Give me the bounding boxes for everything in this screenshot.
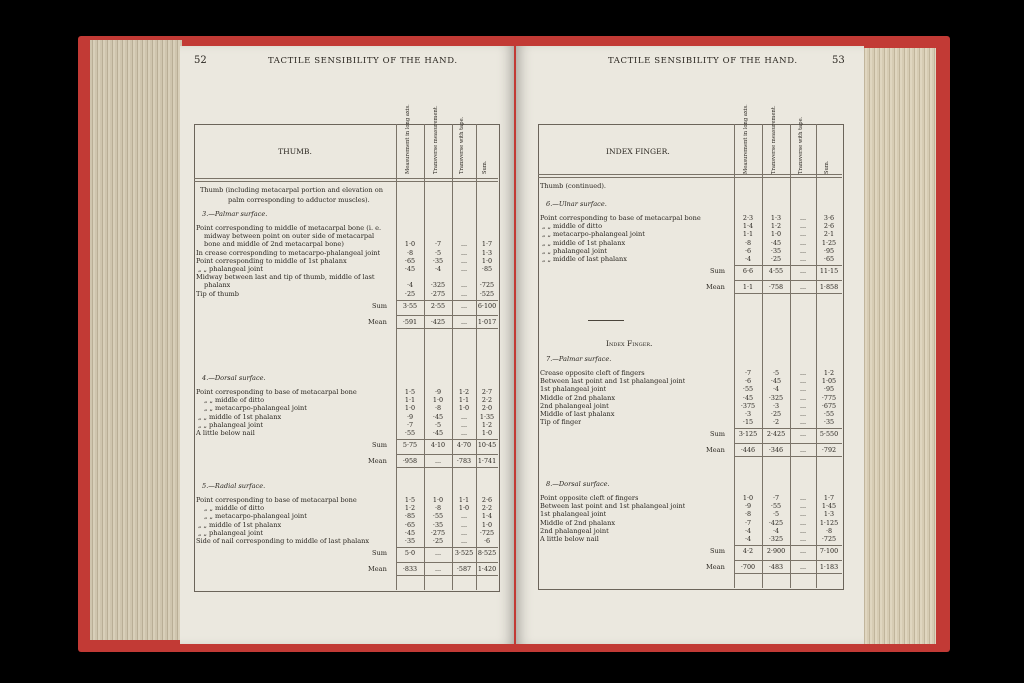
left-mean-value: 1·741 [477, 457, 497, 466]
right-row-label: „ „ middle of last phalanx [542, 255, 628, 263]
left-section-title: 4.—Dorsal surface. [202, 374, 266, 382]
left-cell-value: ·525 [479, 289, 495, 298]
left-mean-value: 1·017 [477, 317, 497, 326]
left-row-label: phalanx [204, 281, 231, 290]
left-intro-line-2: palm corresponding to adductor muscles). [228, 196, 370, 204]
left-cell-value: ·7 [406, 420, 414, 429]
right-cell-value: ·3 [772, 401, 780, 410]
left-mean-value: ·425 [430, 317, 446, 326]
left-cell-value: 1·5 [404, 496, 416, 504]
right-cell-value: ·6 [744, 246, 752, 255]
left-mean-value: ... [434, 565, 442, 574]
left-col-header-2: Transverse with tape. [459, 116, 465, 174]
right-running-head: TACTILE SENSIBILITY OF THE HAND. [608, 56, 798, 66]
left-mean-label: Mean [368, 457, 387, 466]
left-row-label: Point corresponding to middle of 1st phalanx [196, 256, 347, 265]
left-cell-value: ·35 [432, 256, 444, 265]
left-cell-value: 1·0 [458, 404, 470, 413]
left-mean-value: ·958 [402, 457, 418, 466]
left-mean-value: ·587 [456, 565, 472, 574]
right-mean-rule [734, 280, 842, 281]
left-cell-value: ·325 [430, 281, 446, 290]
left-row-label: „ „ phalangeal joint [198, 420, 263, 429]
right-cell-value: ... [799, 393, 807, 402]
right-cell-value: 3·6 [823, 214, 835, 222]
right-cell-value: ·8 [825, 526, 833, 535]
left-row-label: „ „ metacarpo-phalangeal joint [204, 512, 307, 521]
left-row-label: Midway between last and tip of thumb, middle of last [196, 273, 375, 282]
left-cell-value: ·45 [404, 528, 416, 537]
left-sum-rule [396, 300, 498, 301]
right-cell-value: ·45 [770, 238, 782, 247]
right-cell-value: ... [799, 369, 807, 377]
right-cell-value: ·55 [770, 502, 782, 511]
left-mean-value: ·833 [402, 565, 418, 574]
right-row-label: Point opposite cleft of fingers [540, 494, 639, 502]
right-cell-value: ... [799, 518, 807, 527]
left-cell-value: ·45 [404, 265, 416, 273]
left-sum-value: 6·100 [477, 301, 497, 310]
right-cell-value: ... [799, 418, 807, 427]
right-cell-value: ... [799, 214, 807, 222]
left-mean-value: 1·420 [477, 565, 497, 574]
right-mean-rule [734, 443, 842, 444]
right-section-title: 8.—Dorsal surface. [546, 480, 610, 488]
right-cell-value: ·2 [772, 418, 780, 427]
right-cell-value: 1·125 [819, 518, 839, 527]
left-cell-value: 2·6 [481, 496, 493, 504]
right-sum-label: Sum [710, 547, 726, 556]
right-cell-value: ·3 [744, 410, 752, 418]
right-cell-value: ... [799, 494, 807, 502]
right-cell-value: 2·3 [742, 214, 754, 222]
right-sum-value: ... [799, 547, 807, 556]
right-row-label: Tip of finger [540, 418, 582, 427]
right-cell-value: 1·4 [742, 222, 754, 231]
right-row-label: Middle of 2nd phalanx [540, 393, 616, 402]
right-mean-value: ... [799, 283, 807, 292]
left-cell-value: ·7 [434, 240, 442, 249]
left-col-header-1: Transverse measurement. [433, 105, 439, 174]
left-cell-value: ·55 [432, 512, 444, 521]
left-cell-value: ... [460, 412, 468, 421]
left-cell-value: ·4 [434, 265, 442, 273]
right-mean-value: 1·1 [742, 283, 754, 292]
left-sum-rule [396, 439, 498, 440]
left-section-title: 5.—Radial surface. [202, 482, 266, 490]
left-cell-value: ... [460, 429, 468, 437]
left-cell-value: ... [460, 512, 468, 521]
left-sum-value: 3·55 [402, 301, 418, 310]
left-row-label: „ „ phalangeal joint [198, 528, 263, 537]
left-row-label: „ „ phalangeal joint [198, 265, 263, 273]
right-cell-value: ·25 [770, 255, 782, 263]
left-row-label: midway between point on outer side of metacarpal [204, 232, 375, 241]
right-cell-value: ·775 [821, 393, 837, 402]
right-row-label: „ „ metacarpo-phalangeal joint [542, 230, 645, 239]
left-cell-value: ·65 [404, 256, 416, 265]
right-cell-value: ·5 [772, 510, 780, 519]
right-cell-value: ·8 [744, 238, 752, 247]
left-cell-value: ... [460, 528, 468, 537]
right-cell-value: ·4 [744, 535, 752, 543]
left-row-label: Point corresponding to base of metacarpal bone [196, 388, 357, 396]
left-cell-value: 2·7 [481, 388, 493, 396]
left-cell-value: ·275 [430, 289, 446, 298]
left-cell-value: 1·1 [404, 396, 416, 405]
left-sum-value: 3·525 [454, 549, 474, 558]
right-cell-value: ·675 [821, 401, 837, 410]
left-col-header-0: Measurement in long axis. [405, 104, 411, 174]
left-cell-value: ·65 [404, 520, 416, 529]
right-cell-value: ·45 [742, 393, 754, 402]
left-section-end-rule [396, 575, 498, 576]
right-row-label: 2nd phalangeal joint [540, 526, 609, 535]
right-mean-label: Mean [706, 283, 725, 292]
right-mean-value: 1·183 [819, 563, 839, 572]
left-cell-value: 1·0 [481, 429, 493, 437]
left-col-header-3: Sum. [482, 160, 488, 174]
left-section-end-rule [396, 467, 498, 468]
right-cell-value: ·375 [740, 401, 756, 410]
right-cell-value: ·4 [772, 526, 780, 535]
right-cell-value: ·7 [744, 369, 752, 377]
right-sum-value: 7·100 [819, 547, 839, 556]
right-row-label: 2nd phalangeal joint [540, 401, 609, 410]
right-row-label: „ „ middle of ditto [542, 222, 603, 231]
right-cell-value: ... [799, 238, 807, 247]
right-column-heading: INDEX FINGER. [606, 147, 670, 156]
right-mean-value: ·346 [768, 446, 784, 455]
right-cell-value: 1·3 [823, 510, 835, 519]
right-cell-value: 1·2 [770, 222, 782, 231]
right-section-end-rule [734, 293, 842, 294]
left-cell-value: 1·4 [481, 512, 493, 521]
left-sum-label: Sum [372, 549, 388, 558]
left-row-label: „ „ metacarpo-phalangeal joint [204, 404, 307, 413]
left-row-label: „ „ middle of ditto [204, 396, 265, 405]
left-cell-value: ·55 [404, 429, 416, 437]
right-cell-value: ·425 [768, 518, 784, 527]
right-cell-value: ·95 [823, 385, 835, 394]
right-cell-value: ·95 [823, 246, 835, 255]
left-row-label: In crease corresponding to metacarpo-phalangeal joint [196, 248, 381, 257]
left-sum-value: 4·70 [456, 441, 472, 450]
right-col-header-0: Measurement in long axis. [743, 104, 749, 174]
right-cell-value: ... [799, 246, 807, 255]
left-cell-value: ·85 [481, 265, 493, 273]
right-cell-value: 2·6 [823, 222, 835, 231]
right-section-end-rule [734, 573, 842, 574]
left-section-title: 3.—Palmar surface. [202, 210, 268, 218]
left-cell-value: 2·0 [481, 404, 493, 413]
right-cell-value: ·9 [744, 502, 752, 511]
right-mean-value: ·758 [768, 283, 784, 292]
left-sum-label: Sum [372, 441, 388, 450]
left-cell-value: 1·0 [458, 504, 470, 513]
right-cell-value: ... [799, 377, 807, 386]
left-cell-value: ·35 [404, 537, 416, 545]
left-cell-value: 1·2 [481, 420, 493, 429]
right-mean-value: ... [799, 446, 807, 455]
left-sum-value: 8·525 [477, 549, 497, 558]
left-row-label: „ „ middle of 1st phalanx [198, 520, 282, 529]
left-sum-value: 2·55 [430, 301, 446, 310]
right-row-label: Between last point and 1st phalangeal joint [540, 502, 686, 511]
right-cell-value: ·325 [768, 393, 784, 402]
right-row-label: 1st phalangeal joint [540, 385, 607, 394]
left-cell-value: ·5 [434, 248, 442, 257]
right-cell-value: ... [799, 526, 807, 535]
right-sum-rule [734, 265, 842, 266]
right-cell-value: ·55 [742, 385, 754, 394]
right-cell-value: 1·3 [770, 214, 782, 222]
left-cell-value: 2·2 [481, 504, 493, 513]
right-row-label: Middle of last phalanx [540, 410, 615, 418]
right-cell-value: ... [799, 502, 807, 511]
left-cell-value: 1·2 [458, 388, 470, 396]
right-intro-line: Thumb (continued). [540, 182, 606, 190]
right-table-header-rule [538, 174, 842, 178]
right-cell-value: ·4 [772, 385, 780, 394]
right-cell-value: ·15 [742, 418, 754, 427]
right-row-label: Middle of 2nd phalanx [540, 518, 616, 527]
right-sum-value: ... [799, 430, 807, 439]
left-cell-value: ... [460, 537, 468, 545]
left-mean-rule [396, 562, 498, 563]
right-cell-value: ... [799, 255, 807, 263]
left-page-edges [90, 40, 182, 640]
right-cell-value: ... [799, 222, 807, 231]
right-sum-value: 4·55 [768, 267, 784, 276]
right-cell-value: ·35 [770, 246, 782, 255]
right-sum-value: 3·125 [738, 430, 758, 439]
right-cell-value: 1·1 [742, 230, 754, 239]
right-page-edges [862, 48, 936, 644]
right-cell-value: ·4 [744, 526, 752, 535]
left-cell-value: ·275 [430, 528, 446, 537]
right-cell-value: ·8 [744, 510, 752, 519]
left-cell-value: ·6 [483, 537, 491, 545]
left-cell-value: 1·0 [481, 256, 493, 265]
right-cell-value: ·325 [768, 535, 784, 543]
right-sum-value: 2·425 [766, 430, 786, 439]
right-cell-value: ... [799, 410, 807, 418]
left-cell-value: 2·2 [481, 396, 493, 405]
left-cell-value: ... [460, 240, 468, 249]
left-cell-value: ... [460, 281, 468, 290]
left-cell-value: ... [460, 265, 468, 273]
left-cell-value: ... [460, 420, 468, 429]
right-cell-value: ·45 [770, 377, 782, 386]
left-cell-value: ·45 [432, 412, 444, 421]
left-cell-value: ... [460, 289, 468, 298]
right-section-title: 6.—Ulnar surface. [546, 200, 607, 208]
left-cell-value: ... [460, 520, 468, 529]
left-row-label: „ „ middle of 1st phalanx [198, 412, 282, 421]
left-mean-rule [396, 315, 498, 316]
left-row-label: bone and middle of 2nd metacarpal bone) [204, 240, 344, 249]
right-cell-value: 1·0 [742, 494, 754, 502]
left-row-label: Side of nail corresponding to middle of last phalanx [196, 537, 370, 545]
left-cell-value: 1·35 [479, 412, 495, 421]
left-row-label: „ „ middle of ditto [204, 504, 265, 513]
left-cell-value: ·9 [406, 412, 414, 421]
left-sum-value: 10·45 [477, 441, 497, 450]
left-cell-value: ·35 [432, 520, 444, 529]
right-cell-value: ·35 [823, 418, 835, 427]
left-cell-value: ·8 [406, 248, 414, 257]
left-cell-value: 1·7 [481, 240, 493, 249]
right-section-title: 7.—Palmar surface. [546, 355, 612, 363]
right-mean-value: ·792 [821, 446, 837, 455]
left-cell-value: ·8 [434, 404, 442, 413]
right-sum-value: 4·2 [742, 547, 754, 556]
right-mean-value: 1·858 [819, 283, 839, 292]
right-sum-value: 5·550 [819, 430, 839, 439]
left-cell-value: ·725 [479, 528, 495, 537]
left-cell-value: 1·1 [458, 396, 470, 405]
right-cell-value: ·7 [772, 494, 780, 502]
left-cell-value: ·85 [404, 512, 416, 521]
right-cell-value: ... [799, 401, 807, 410]
right-mean-label: Mean [706, 563, 725, 572]
left-mean-label: Mean [368, 565, 387, 574]
left-cell-value: ·25 [432, 537, 444, 545]
left-running-head: TACTILE SENSIBILITY OF THE HAND. [268, 56, 458, 66]
left-sum-value: 4·10 [430, 441, 446, 450]
left-cell-value: ·45 [432, 429, 444, 437]
left-cell-value: 1·0 [432, 396, 444, 405]
left-sum-label: Sum [372, 301, 388, 310]
left-cell-value: 1·1 [458, 496, 470, 504]
left-cell-value: ... [460, 256, 468, 265]
right-row-label: „ „ phalangeal joint [542, 246, 607, 255]
left-row-label: Point corresponding to middle of metacarpal bone (i. e. [196, 224, 382, 232]
right-row-label: „ „ middle of 1st phalanx [542, 238, 626, 247]
right-mean-rule [734, 560, 842, 561]
right-col-header-3: Sum. [824, 160, 830, 174]
right-mean-label: Mean [706, 446, 725, 455]
left-cell-value: ·5 [434, 420, 442, 429]
left-page-number: 52 [194, 55, 207, 66]
left-cell-value: 1·2 [404, 504, 416, 513]
left-cell-value: 1·0 [432, 496, 444, 504]
left-mean-value: ... [434, 457, 442, 466]
right-mean-value: ... [799, 563, 807, 572]
right-col-header-1: Transverse measurement. [771, 105, 777, 174]
right-row-label: Point corresponding to base of metacarpal bone [540, 214, 701, 222]
right-cell-value: ·55 [823, 410, 835, 418]
left-section-end-rule [396, 328, 498, 329]
right-cell-value: ·7 [744, 518, 752, 527]
right-sum-value: ... [799, 267, 807, 276]
right-sum-value: 11·15 [819, 267, 839, 276]
left-mean-label: Mean [368, 317, 387, 326]
right-cell-value: 2·1 [823, 230, 835, 239]
left-mean-rule [396, 454, 498, 455]
right-sum-label: Sum [710, 430, 726, 439]
left-sum-value: 5·0 [404, 549, 416, 558]
right-mean-value: ·700 [740, 563, 756, 572]
right-row-label: Crease opposite cleft of fingers [540, 369, 645, 377]
right-sum-rule [734, 545, 842, 546]
right-cell-value: 1·05 [821, 377, 837, 386]
right-sum-value: 6·6 [742, 267, 754, 276]
right-row-label: Between last point and 1st phalangeal joint [540, 377, 686, 386]
right-cell-value: ·25 [770, 410, 782, 418]
left-row-label: A little below nail [196, 429, 255, 437]
right-cell-value: ... [799, 535, 807, 543]
right-mean-value: ·483 [768, 563, 784, 572]
right-cell-value: ... [799, 230, 807, 239]
left-cell-value: ... [460, 248, 468, 257]
right-row-label: 1st phalangeal joint [540, 510, 607, 519]
right-cell-value: ·65 [823, 255, 835, 263]
left-row-label: Point corresponding to base of metacarpal bone [196, 496, 357, 504]
right-section-end-rule [734, 456, 842, 457]
left-cell-value: ·25 [404, 289, 416, 298]
left-cell-value: 1·3 [481, 248, 493, 257]
left-cell-value: 1·0 [404, 404, 416, 413]
right-sum-rule [734, 428, 842, 429]
left-cell-value: ·8 [434, 504, 442, 513]
left-sum-value: ... [434, 549, 442, 558]
left-cell-value: 1·5 [404, 388, 416, 396]
right-cell-value: ... [799, 510, 807, 519]
right-section-separator [588, 320, 624, 321]
right-cell-value: 1·25 [821, 238, 837, 247]
left-mean-value: ·783 [456, 457, 472, 466]
left-mean-value: ... [460, 317, 468, 326]
left-mean-value: ·591 [402, 317, 418, 326]
right-cell-value: 1·45 [821, 502, 837, 511]
right-mean-value: ·446 [740, 446, 756, 455]
right-cell-value: ·4 [744, 255, 752, 263]
right-cell-value: ... [799, 385, 807, 394]
right-section-heading-index: Index Finger. [606, 339, 653, 348]
right-cell-value: ·6 [744, 377, 752, 386]
right-cell-value: ·725 [821, 535, 837, 543]
right-cell-value: 1·0 [770, 230, 782, 239]
left-cell-value: 1·0 [404, 240, 416, 249]
left-sum-rule [396, 547, 498, 548]
right-cell-value: ·5 [772, 369, 780, 377]
left-cell-value: ·725 [479, 281, 495, 290]
left-row-label: Tip of thumb [196, 289, 239, 298]
right-page-number: 53 [832, 55, 845, 66]
left-cell-value: ·4 [406, 281, 414, 290]
left-sum-value: ... [460, 301, 468, 310]
right-sum-value: 2·900 [766, 547, 786, 556]
left-sum-value: 5·75 [402, 441, 418, 450]
left-cell-value: 1·0 [481, 520, 493, 529]
right-col-header-2: Transverse with tape. [798, 116, 804, 174]
right-row-label: A little below nail [540, 535, 599, 543]
right-cell-value: 1·2 [823, 369, 835, 377]
left-cell-value: ·9 [434, 388, 442, 396]
left-column-heading: THUMB. [278, 147, 312, 156]
right-cell-value: 1·7 [823, 494, 835, 502]
left-intro-line-1: Thumb (including metacarpal portion and elevation on [200, 186, 383, 194]
right-sum-label: Sum [710, 267, 726, 276]
